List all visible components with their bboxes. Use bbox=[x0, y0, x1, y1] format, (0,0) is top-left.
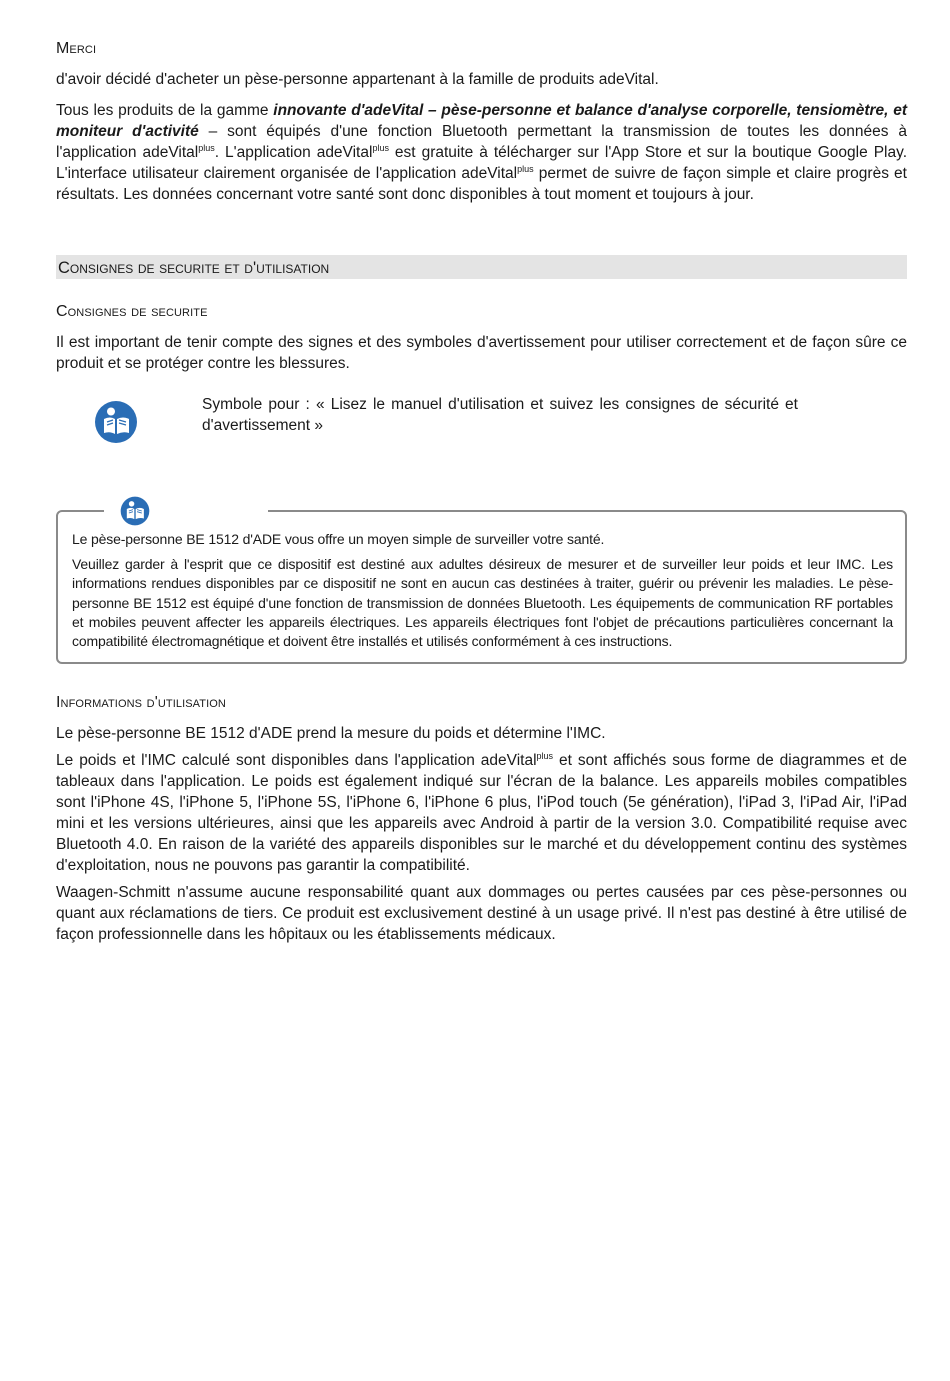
safety-paragraph: Il est important de tenir compte des signes et des symboles d'avertissement pour utiliser correctement et de façon sûre ce produit et se protéger contre les blessures. bbox=[56, 334, 907, 372]
plus-superscript: plus bbox=[517, 163, 534, 174]
usage-paragraph-1: Le pèse-personne BE 1512 d'ADE prend la mesure du poids et détermine l'IMC. bbox=[56, 725, 606, 742]
usage-paragraph-3: Waagen-Schmitt n'assume aucune responsabilité quant aux dommages ou pertes causées par ces pèse-personnes ou quant aux réclamations de tiers. Ce produit est exclusivement destiné à un usage privé. Il n'est pas destiné à être utilisé de façon professionnelle dans les hôpitaux ou les établissements médicaux. bbox=[56, 884, 907, 943]
text-run: Le poids et l'IMC calculé sont disponibles dans l'application adeVital bbox=[56, 752, 537, 769]
text-run: et sont affichés sous forme de diagrammes et de tableaux dans l'application. Le poids est également indiqué sur l'écran de la balance. Les appareils mobiles compatibles sont l'iPhone 4S, l'iPhone 5, l'iPhone 5S, l'iPhone 6, l'iPhone 6 plus, l'iPod touch (5e génération), l'iPad 3, l'iPad Air, l'iPad mini et les versions ultérieures, ainsi que les appareils avec Android à partir de la version 3.0. Compatibilité requise avec Bluetooth 4.0. En raison de la variété des appareils disponibles sur le marché et du développement continu des systèmes d'exploitation, nous ne pouvons pas garantir la compatibilité. bbox=[56, 752, 907, 874]
document-page bbox=[56, 30, 907, 945]
usage-heading: Informations d'utilisation bbox=[56, 694, 226, 711]
plus-superscript: plus bbox=[198, 142, 215, 153]
text-run: est gratuite à télécharger sur l'App Store et sur la boutique Google Play. L'interface utilisateur clairement organisée de l'application adeVital bbox=[56, 144, 908, 182]
notice-box bbox=[56, 496, 907, 664]
text-run: permet de suivre de façon simple et claire progrès et résultats. Les données concernant votre santé sont donc disponibles à tout moment et toujours à jour. bbox=[56, 165, 907, 203]
notice-paragraph-1: Le pèse-personne BE 1512 d'ADE vous offre un moyen simple de surveiller votre santé. bbox=[72, 531, 605, 547]
plus-superscript: plus bbox=[372, 142, 389, 153]
text-run: – sont équipés d'une fonction Bluetooth permettant la transmission de toutes les données à l'application adeVital bbox=[56, 123, 907, 161]
product-range-emphasis: innovante d'adeVital – pèse-personne et balance d'analyse corporelle, tensiomètre, et moniteur d'activité bbox=[56, 102, 907, 140]
merci-paragraph-1: d'avoir décidé d'acheter un pèse-personne appartenant à la famille de produits adeVital. bbox=[56, 71, 659, 88]
notice-body bbox=[72, 530, 893, 651]
plus-superscript: plus bbox=[536, 750, 554, 761]
symbol-legend bbox=[56, 394, 907, 466]
notice-paragraph-2: Veuillez garder à l'esprit que ce dispositif est destiné aux adultes désireux de mesurer et de surveiller leur poids et leur IMC. Les informations rendues disponibles par ce dispositif ne sont en aucun cas destinées à traiter, guérir ou prévenir les maladies. Le pèse-personne BE 1512 est équipé d'une fonction de transmission de données Bluetooth. Les équipements de communication RF portables et mobiles peuvent affecter les appareils électriques. Les appareils électriques font l'objet de précautions particulières concernant la compatibilité électromagnétique et doivent être installés et utilisés conformément à ces instructions. bbox=[72, 556, 893, 650]
section-title-band: Consignes de securite et d'utilisation bbox=[56, 255, 907, 279]
text-run: . L'application adeVital bbox=[214, 144, 373, 161]
safety-heading: Consignes de securite bbox=[56, 303, 208, 320]
read-manual-icon bbox=[120, 496, 150, 532]
read-manual-icon bbox=[94, 400, 138, 450]
merci-heading: Merci bbox=[56, 40, 97, 57]
usage-paragraph-2 bbox=[56, 750, 907, 876]
merci-paragraph-2 bbox=[56, 100, 907, 205]
text-run: Tous les produits de la gamme bbox=[56, 102, 274, 119]
symbol-description: Symbole pour : « Lisez le manuel d'utilisation et suivez les consignes de sécurité et d'avertissement » bbox=[202, 396, 798, 434]
